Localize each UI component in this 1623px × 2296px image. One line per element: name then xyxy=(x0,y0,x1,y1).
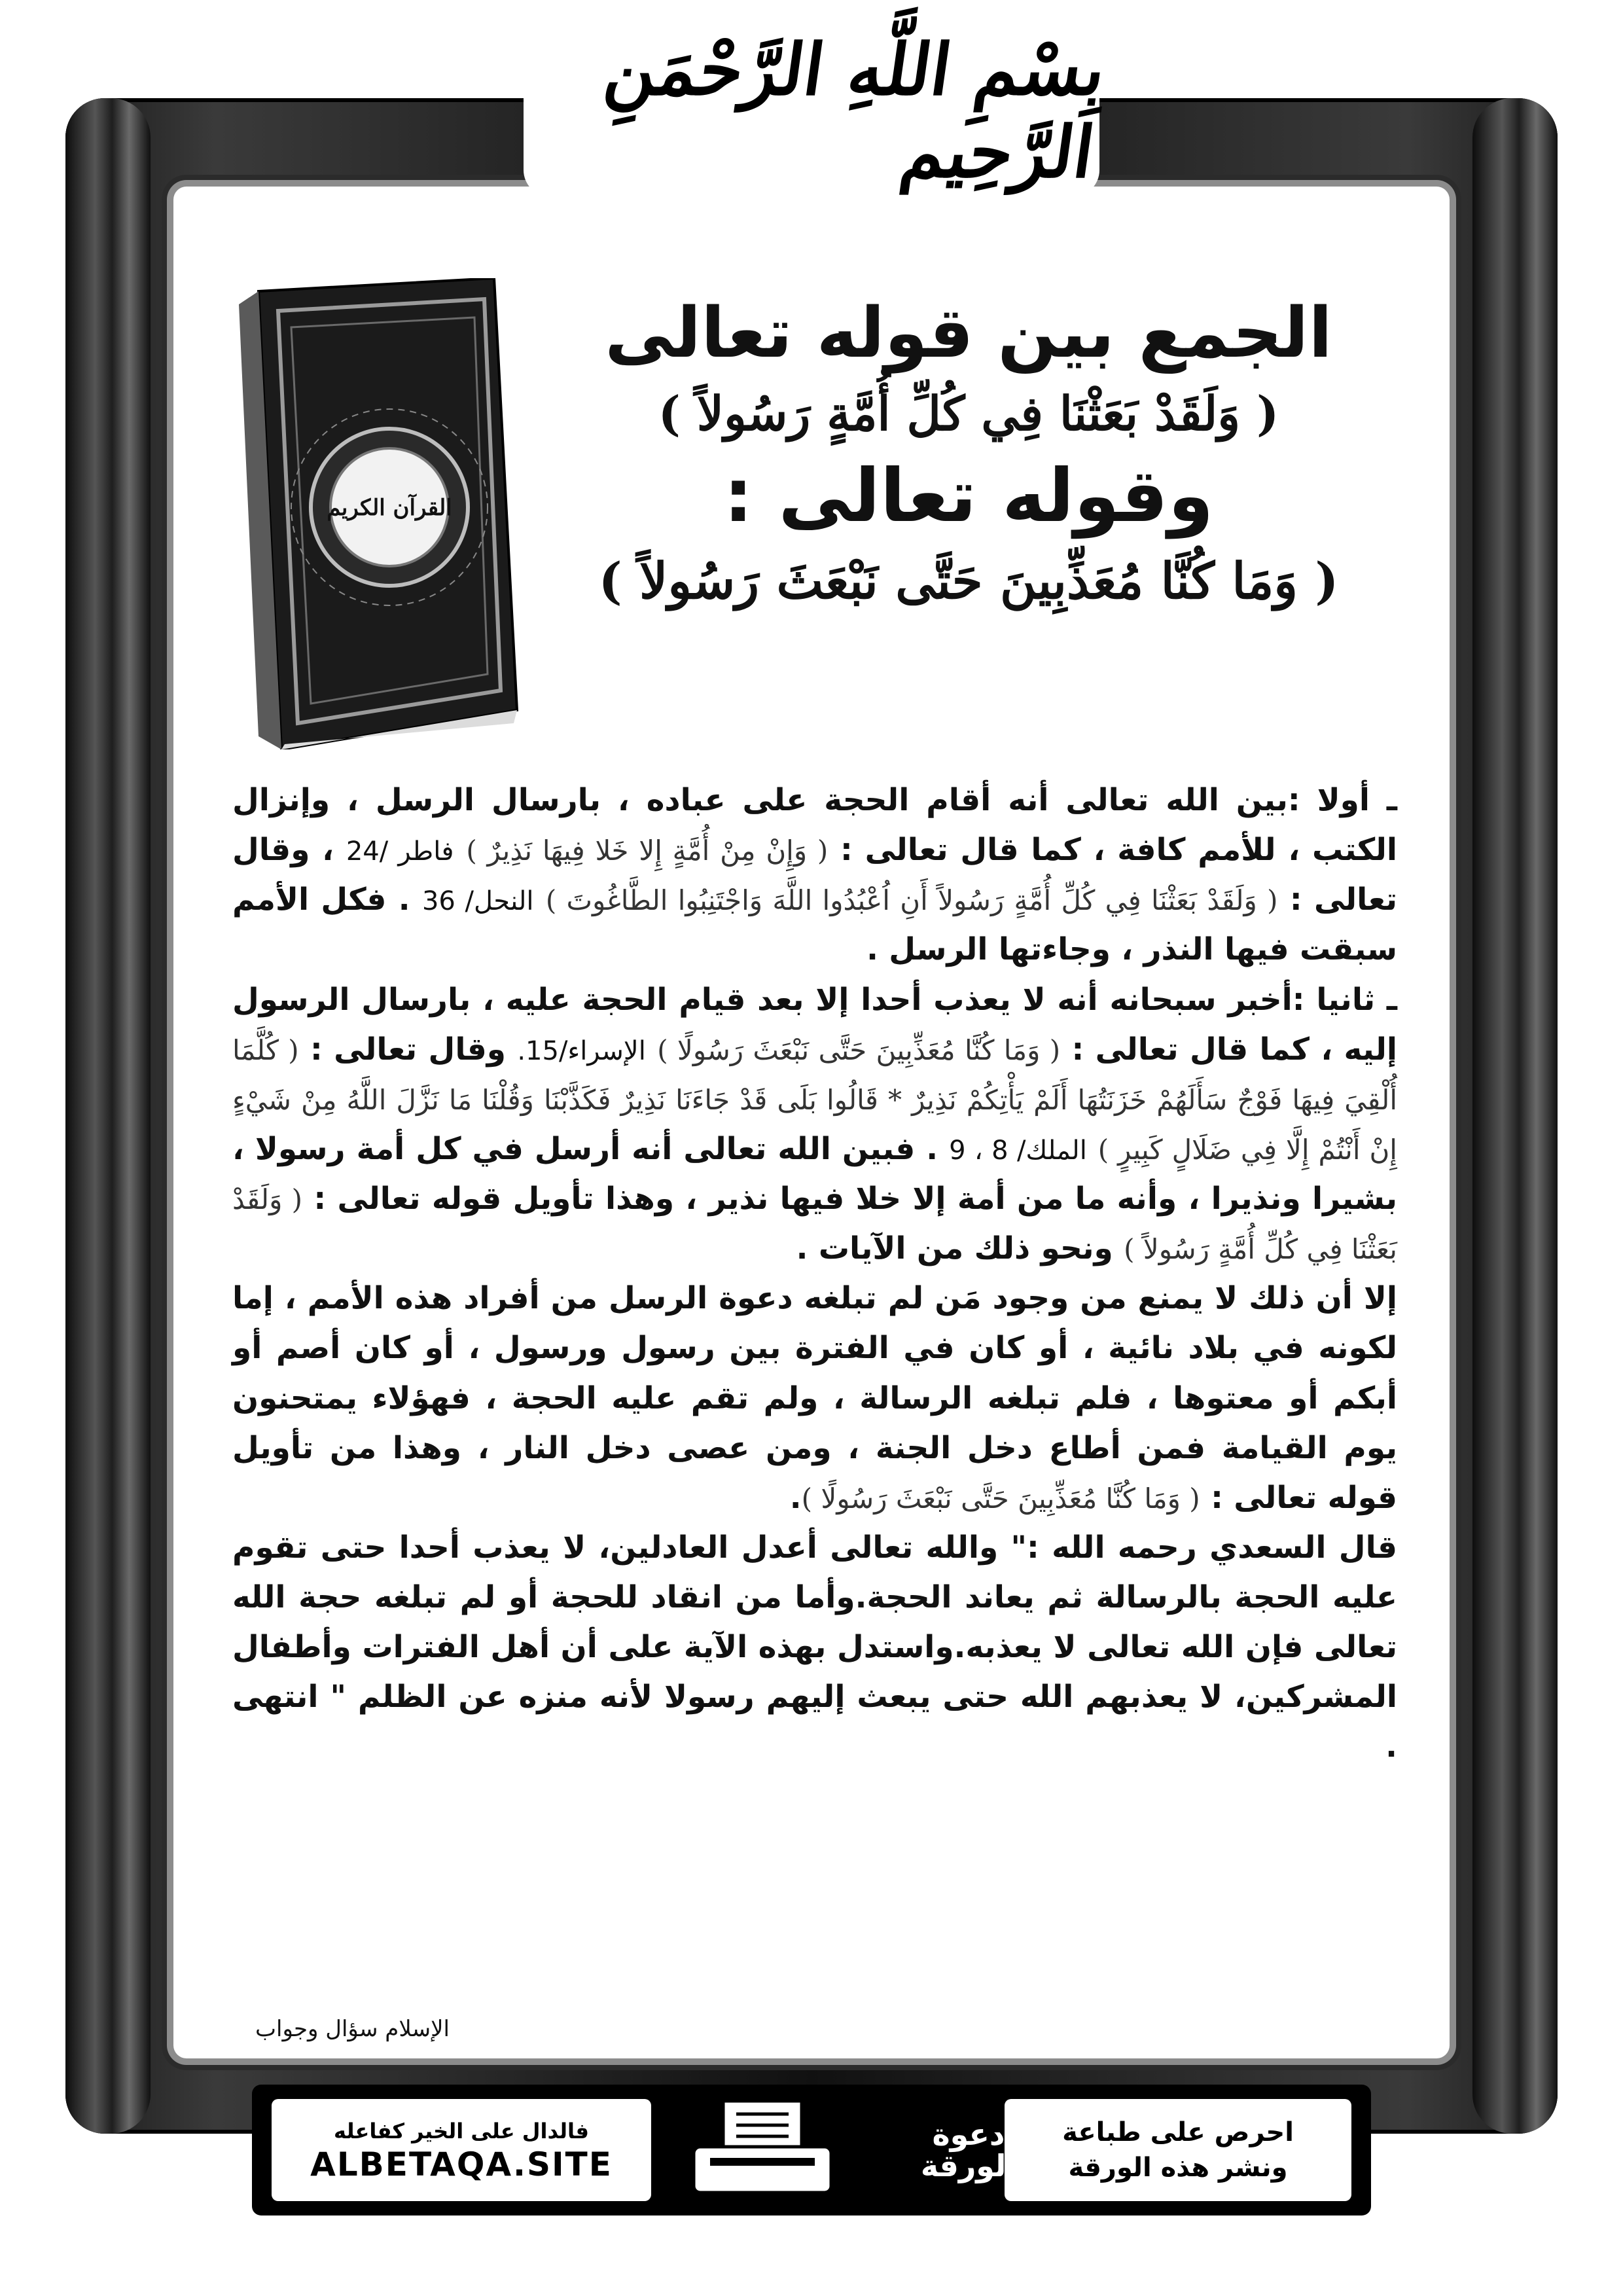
logo-line-1: دعوة xyxy=(932,2116,1005,2152)
verse-reference: فاطر /24 xyxy=(346,836,454,867)
basmala-calligraphy: بِسْمِ اللَّهِ الرَّحْمَنِ الرَّحِيم xyxy=(599,29,1111,194)
paragraph-3: إلا أن ذلك لا يمنع من وجود مَن لم تبلغه دعوة الرسل من أفراد هذه الأمم ، إما لكونه في بلاد نائية ، أو كان في الفترة بين رسول ورسول ، أو كان أصم أو أبكم أو معتوها ، فلم تبلغه الرسالة ، ولم تقم عليه الحجة ، فهؤلاء يمتحنون يوم القيامة فمن أطاع دخل الجنة ، ومن عصى دخل النار ، وهذا من تأويل قوله تعالى : ( وَمَا كُنَّا مُعَذِّبِينَ حَتَّى نَبْعَثَ رَسُولًا ). xyxy=(232,1280,1397,1516)
source-attribution: الإسلام سؤال وجواب xyxy=(255,2016,450,2042)
quran-book-icon xyxy=(219,278,530,749)
paragraph-2: ـ ثانيا :أخبر سبحانه أنه لا يعذب أحدا إلا بعد قيام الحجة عليه ، بارسال الرسول إليه ، كما قال تعالى : ( وَمَا كُنَّا مُعَذِّبِينَ حَتَّى نَبْعَثَ رَسُولًا ) الإسراء/15. وقال تعالى : ( كُلَّمَا أُلْقِيَ فِيهَا فَوْجٌ سَأَلَهُمْ خَزَنَتُهَا أَلَمْ يَأْتِكُمْ نَذِيرٌ * قَالُوا بَلَى قَدْ جَاءَنَا نَذِيرٌ فَكَذَّبْنَا وَقُلْنَا مَا نَزَّلَ اللَّهُ مِنْ شَيْءٍ إِنْ أَنْتُمْ إِلَّا فِي ضَلَالٍ كَبِيرٍ ) الملك/ 8 ، 9 . فبين الله تعالى أنه أرسل في كل أمة رسولا ، بشيرا ونذيرا ، وأنه ما من أمة إلا خلا فيها نذير ، وهذا تأويل قوله تعالى : ( وَلَقَدْ بَعَثْنَا فِي كُلِّ أُمَّةٍ رَسُولاً ) ونحو ذلك من الآيات . xyxy=(232,981,1397,1267)
title-block xyxy=(543,288,1394,619)
verse-quote: ( وَإِنْ مِنْ أُمَّةٍ إِلا خَلا فِيهَا نَذِيرٌ ) xyxy=(466,834,829,867)
title-verse-1: ( وَلَقَدْ بَعَثْنَا فِي كُلِّ أُمَّةٍ رَسُولاً ) xyxy=(658,385,1279,441)
frame-rail-left xyxy=(65,98,151,2134)
verse-quote: ( وَمَا كُنَّا مُعَذِّبِينَ حَتَّى نَبْعَثَ رَسُولًا ) xyxy=(801,1482,1200,1515)
title-verse-2: ( وَمَا كُنَّا مُعَذِّبِينَ حَتَّى نَبْعَثَ رَسُولاً ) xyxy=(598,552,1339,611)
footer-note-line-2: ونشر هذه الورقة xyxy=(1068,2153,1288,2183)
footer-note-line-1: احرص على طباعة xyxy=(1062,2117,1294,2147)
basmala-header xyxy=(524,26,1111,196)
footer-proverb: فالدال على الخير كفاعله xyxy=(334,2118,589,2144)
verse-quote: ( وَمَا كُنَّا مُعَذِّبِينَ حَتَّى نَبْعَثَ رَسُولًا ) xyxy=(657,1033,1061,1066)
verse-quote: ( كُلَّمَا أُلْقِيَ فِيهَا فَوْجٌ سَأَلَهُمْ خَزَنَتُهَا أَلَمْ يَأْتِكُمْ نَذِيرٌ * قَالُوا بَلَى قَدْ جَاءَنَا نَذِيرٌ فَكَذَّبْنَا وَقُلْنَا مَا نَزَّلَ اللَّهُ مِنْ شَيْءٍ إِنْ أَنْتُمْ إِلَّا فِي ضَلَالٍ كَبِيرٍ ) xyxy=(232,1033,1397,1166)
printer-icon xyxy=(684,2098,841,2202)
article-body xyxy=(232,776,1397,1772)
footer-bar xyxy=(252,2085,1371,2215)
paragraph-4: قال السعدي رحمه الله :" والله تعالى أعدل العادلين، لا يعذب أحدا حتى تقوم عليه الحجة بالرسالة ثم يعاند الحجة.وأما من انقاد للحجة أو لم تبلغه حجة الله تعالى فإن الله تعالى لا يعذبه.واستدل بهذه الآية على أن أهل الفترات وأطفال المشركين، لا يعذبهم الله حتى يبعث إليهم رسولا لأنه منزه عن الظلم " انتهى . xyxy=(232,1529,1397,1765)
verse-quote: ( وَلَقَدْ بَعَثْنَا فِي كُلِّ أُمَّةٍ رَسُولاً أَنِ اُعْبُدُوا اللَّهَ وَاجْتَنِبُوا الطَّاغُوتَ ) xyxy=(545,884,1278,917)
footer-site-link[interactable]: ALBETAQA.SITE xyxy=(310,2145,613,2184)
title-line-2: وقوله تعالى : xyxy=(723,453,1214,539)
verse-reference: الإسراء/15. xyxy=(517,1035,646,1066)
footer-print-note xyxy=(1005,2099,1351,2201)
book-title-text: القرآن الكريم xyxy=(327,495,452,521)
verse-reference: الملك/ 8 ، 9 xyxy=(949,1135,1087,1166)
verse-reference: النحل/ 36 xyxy=(421,886,534,917)
footer-site-box xyxy=(272,2099,651,2201)
logo-line-2: الورقة xyxy=(920,2148,1017,2183)
site-logo xyxy=(906,2094,1031,2206)
verse-quote: ( وَلَقَدْ بَعَثْنَا فِي كُلِّ أُمَّةٍ رَسُولاً ) xyxy=(232,1183,1397,1266)
title-line-1: الجمع بين قوله تعالى xyxy=(605,293,1332,373)
frame-rail-right xyxy=(1472,98,1558,2134)
paragraph-1: ـ أولا :بين الله تعالى أنه أقام الحجة على عباده ، بارسال الرسل ، وإنزال الكتب ، للأمم كافة ، كما قال تعالى : ( وَإِنْ مِنْ أُمَّةٍ إِلا خَلا فِيهَا نَذِيرٌ ) فاطر /24 ، وقال تعالى : ( وَلَقَدْ بَعَثْنَا فِي كُلِّ أُمَّةٍ رَسُولاً أَنِ اُعْبُدُوا اللَّهَ وَاجْتَنِبُوا الطَّاغُوتَ ) النحل/ 36 . فكل الأمم سبقت فيها النذر ، وجاءتها الرسل . xyxy=(232,782,1397,968)
